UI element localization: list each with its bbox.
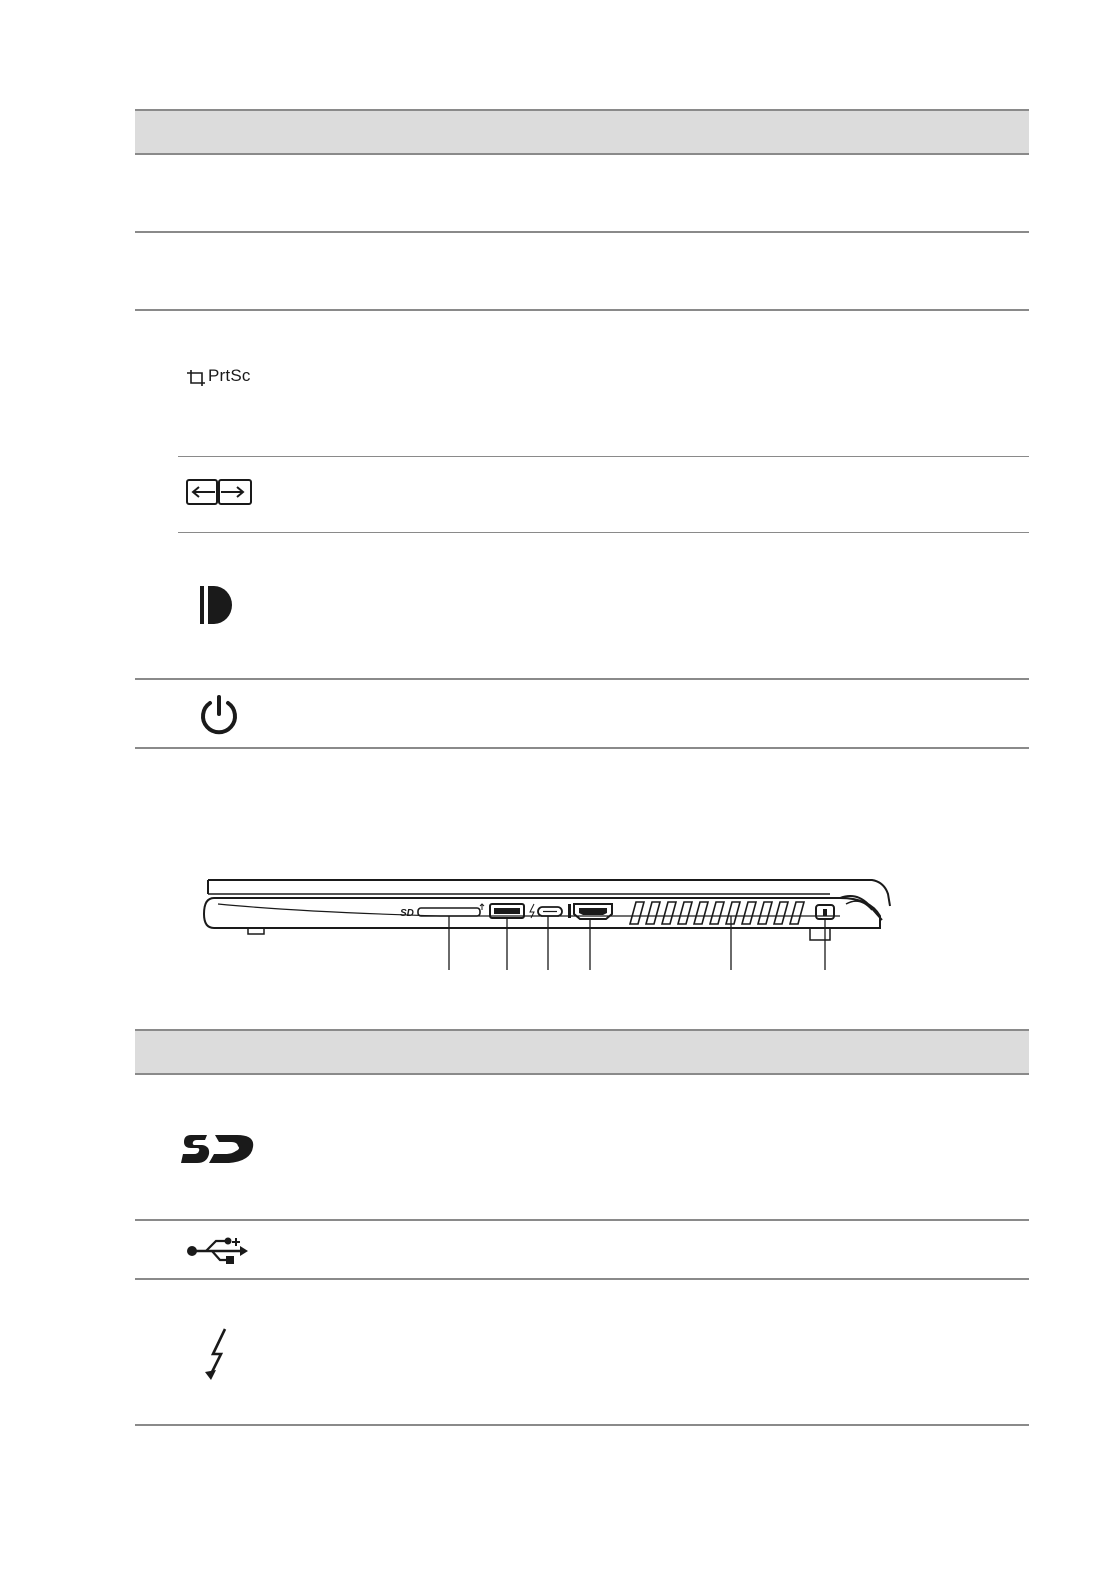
power-icon — [198, 694, 240, 736]
usb-icon — [186, 1236, 250, 1266]
table1-sub-divider — [178, 532, 1029, 533]
thunderbolt-icon — [203, 1328, 235, 1382]
table1-bottom-rule — [135, 747, 1029, 749]
sd-card-icon — [181, 1133, 255, 1165]
table2-row-divider — [135, 1278, 1029, 1280]
prtsc-key-label: PrtSc — [208, 366, 251, 385]
brightness-half-icon — [198, 584, 238, 626]
table2-header — [135, 1029, 1029, 1075]
svg-text:SD: SD — [400, 908, 414, 919]
crop-icon — [186, 368, 208, 390]
ventilation-slots — [630, 902, 804, 924]
laptop-right-side-view — [200, 872, 900, 974]
table2-bottom-rule — [135, 1424, 1029, 1426]
table1-sub-divider — [178, 456, 1029, 457]
table2-row-divider — [135, 1219, 1029, 1221]
display-switch-icon — [185, 478, 253, 506]
table1-header — [135, 109, 1029, 155]
table1-row-divider — [135, 309, 1029, 311]
table1-row-divider — [135, 678, 1029, 680]
table1-row-divider — [135, 231, 1029, 233]
